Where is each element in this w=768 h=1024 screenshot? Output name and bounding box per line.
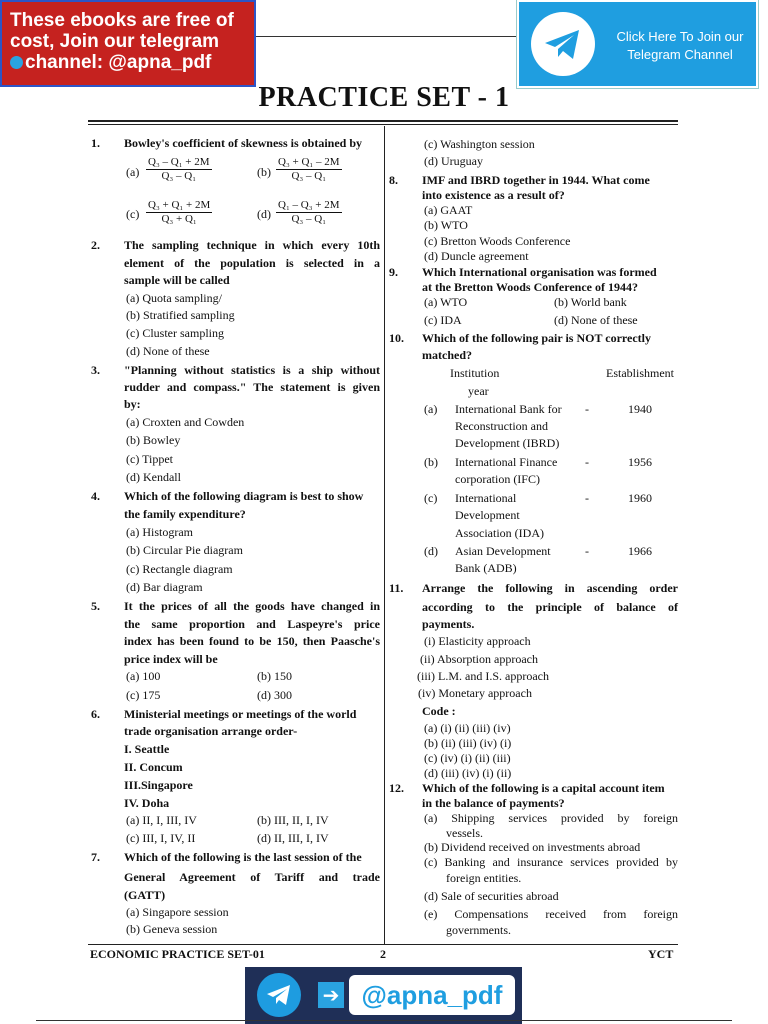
q10-row-c-option: (c) (424, 491, 438, 505)
q6-option-b: (b) III, II, I, IV (257, 813, 329, 827)
promo-banner[interactable] (0, 0, 256, 87)
q4-line-2: the family expenditure? (124, 507, 246, 521)
q10-row-d-dash: - (585, 544, 589, 558)
q2-line-2: element of the population is selected in a (124, 256, 380, 270)
q6-item-3: III.Singapore (124, 778, 193, 792)
bottom-telegram-banner[interactable] (245, 967, 522, 1024)
telegram-logo-icon (531, 12, 595, 76)
footer-left: ECONOMIC PRACTICE SET-01 (90, 947, 265, 961)
q9-option-a: (a) WTO (424, 295, 468, 309)
q8-option-b: (b) WTO (424, 218, 468, 232)
q9-number: 9. (389, 265, 398, 279)
q10-header-year: year (468, 384, 489, 398)
q2-line-3: sample will be called (124, 273, 230, 287)
q12-option-e-line-2: governments. (446, 923, 511, 937)
title-rule (88, 120, 678, 122)
q1-c-numerator: Q₃ + Q₁ + 2M (148, 199, 211, 211)
q4-option-c: (c) Rectangle diagram (126, 562, 233, 576)
telegram-handle: @apna_pdf (349, 975, 515, 1015)
q7-line-1: Which of the following is the last session of the (124, 850, 362, 864)
q10-row-b-line-2: corporation (IFC) (455, 472, 540, 486)
q10-row-a-line-2: Reconstruction and (455, 419, 548, 433)
q9-option-c: (c) IDA (424, 313, 462, 327)
page-title: PRACTICE SET - 1 (258, 82, 510, 113)
q8-line-1: IMF and IBRD together in 1944. What come (422, 173, 650, 187)
q11-item-4: (iv) Monetary approach (418, 686, 532, 700)
q1-option-c-label: (c) (126, 207, 140, 221)
join-line-1: Click Here To Join our (616, 29, 744, 44)
q6-option-d: (d) II, III, I, IV (257, 831, 329, 845)
q6-line-1: Ministerial meetings or meetings of the world (124, 707, 357, 721)
q2-option-d: (d) None of these (126, 344, 210, 358)
q12-line-1: Which of the following is a capital account item (422, 781, 665, 795)
header-divider (256, 36, 518, 37)
q5-option-a: (a) 100 (126, 669, 161, 683)
q1-option-c-fraction (146, 199, 212, 226)
q3-option-b: (b) Bowley (126, 433, 181, 447)
q8-option-a: (a) GAAT (424, 203, 473, 217)
footer-right: YCT (648, 947, 674, 961)
q1-option-d-label: (d) (257, 207, 271, 221)
q1-c-denominator: Q₃ + Q₁ (161, 213, 197, 225)
q2-number: 2. (91, 238, 100, 252)
q11-option-c: (c) (iv) (i) (ii) (iii) (424, 751, 511, 765)
q1-d-numerator: Q₁ – Q₃ + 2M (278, 199, 340, 211)
q9-line-1: Which International organisation was formed (422, 265, 657, 279)
q12-option-a-line-1: (a) Shipping services provided by foreign (424, 811, 678, 825)
q10-row-c-year: 1960 (628, 491, 652, 505)
q1-option-a-fraction (146, 156, 212, 183)
q11-item-3: (iii) L.M. and I.S. approach (417, 669, 549, 683)
q10-line-2: matched? (422, 348, 472, 362)
q7-option-c: (c) Washington session (424, 137, 535, 151)
q10-line-1: Which of the following pair is NOT correctly (422, 331, 651, 345)
q7-number: 7. (91, 850, 100, 864)
q5-line-4: price index will be (124, 652, 218, 666)
join-telegram-button[interactable] (517, 0, 758, 88)
q11-item-1: (i) Elasticity approach (424, 634, 531, 648)
footer-rule (88, 944, 678, 945)
q5-line-1: It the prices of all the goods have changed in (124, 599, 380, 613)
q11-line-1: Arrange the following in ascending order (422, 581, 678, 595)
q7-line-3: (GATT) (124, 888, 166, 902)
q8-number: 8. (389, 173, 398, 187)
bottom-rule (36, 1020, 732, 1021)
q1-b-denominator: Q₃ – Q₁ (291, 170, 327, 182)
q8-option-d: (d) Duncle agreement (424, 249, 529, 263)
q1-a-numerator: Q₃ – Q₁ + 2M (148, 156, 210, 168)
q3-option-c: (c) Tippet (126, 452, 174, 466)
q5-line-3: index has been found to be 150, then Paasche's (124, 634, 380, 648)
q1-option-d-fraction (276, 199, 342, 226)
q10-row-b-dash: - (585, 455, 589, 469)
q12-option-d: (d) Sale of securities abroad (424, 889, 559, 903)
q10-row-a-line-1: International Bank for (455, 402, 562, 416)
promo-line-3: channel: @apna_pdf (25, 52, 212, 73)
q10-row-a-dash: - (585, 402, 589, 416)
q5-option-b: (b) 150 (257, 669, 292, 683)
q4-number: 4. (91, 489, 100, 503)
q10-row-d-option: (d) (424, 544, 438, 558)
q7-option-d: (d) Uruguay (424, 154, 483, 168)
q12-option-c-line-2: foreign entities. (446, 871, 522, 885)
q5-number: 5. (91, 599, 100, 613)
q2-option-c: (c) Cluster sampling (126, 326, 224, 340)
q3-line-1: "Planning without statistics is a ship without (124, 363, 380, 377)
q2-line-1: The sampling technique in which every 10th (124, 238, 380, 252)
q3-option-d: (d) Kendall (126, 470, 181, 484)
q10-row-c-line-3: Association (IDA) (455, 526, 544, 540)
q10-header-establishment: Establishment (606, 366, 674, 380)
q1-option-b-fraction (276, 156, 342, 183)
q3-line-3: by: (124, 397, 141, 411)
q3-line-2: rudder and compass." The statement is given (124, 380, 380, 394)
q10-row-a-option: (a) (424, 402, 438, 416)
q5-line-2: the same proportion and Laspeyre's price (124, 617, 380, 631)
q1-a-denominator: Q₃ – Q₁ (161, 170, 197, 182)
q12-number: 12. (389, 781, 404, 795)
q6-item-4: IV. Doha (124, 796, 170, 810)
q12-option-a-line-2: vessels. (446, 826, 483, 840)
telegram-icon (257, 973, 301, 1017)
q11-line-2: according to the principle of balance of (422, 600, 678, 614)
q10-row-b-line-1: International Finance (455, 455, 558, 469)
q3-number: 3. (91, 363, 100, 377)
q7-option-a: (a) Singapore session (126, 905, 229, 919)
promo-line-2: cost, Join our telegram (10, 31, 220, 52)
join-text (601, 28, 759, 64)
q6-item-2: II. Concum (124, 760, 183, 774)
q5-option-c: (c) 175 (126, 688, 161, 702)
promo-line-3-wrap (10, 52, 248, 73)
q6-option-c: (c) III, I, IV, II (126, 831, 196, 845)
q1-b-numerator: Q₃ + Q₁ – 2M (278, 156, 340, 168)
q10-header-institution: Institution (450, 366, 500, 380)
q1-number: 1. (91, 136, 100, 150)
q9-line-2: at the Bretton Woods Conference of 1944? (422, 280, 638, 294)
q4-line-1: Which of the following diagram is best to show (124, 489, 364, 503)
q4-option-a: (a) Histogram (126, 525, 193, 539)
q9-option-b: (b) World bank (554, 295, 627, 309)
q5-option-d: (d) 300 (257, 688, 292, 702)
q10-row-d-year: 1966 (628, 544, 652, 558)
q4-option-b: (b) Circular Pie diagram (126, 543, 243, 557)
q7-line-2: General Agreement of Tariff and trade (124, 870, 380, 884)
q10-row-a-line-3: Development (IBRD) (455, 436, 560, 450)
q8-option-c: (c) Bretton Woods Conference (424, 234, 571, 248)
q6-option-a: (a) II, I, III, IV (126, 813, 197, 827)
q2-option-b: (b) Stratified sampling (126, 308, 235, 322)
promo-line-1: These ebooks are free of (10, 10, 234, 31)
q11-option-d: (d) (iii) (iv) (i) (ii) (424, 766, 512, 780)
q1-text: Bowley's coefficient of skewness is obtained by (124, 136, 362, 150)
q11-line-3: payments. (422, 617, 475, 631)
q12-option-b: (b) Dividend received on investments abroad (424, 840, 641, 854)
q8-line-2: into existence as a result of? (422, 188, 565, 202)
q3-option-a: (a) Croxten and Cowden (126, 415, 245, 429)
arrow-right-icon: ➔ (318, 982, 344, 1008)
q6-number: 6. (91, 707, 100, 721)
title-rule-thin (88, 124, 678, 125)
footer-page-number: 2 (380, 947, 386, 961)
q10-row-d-line-1: Asian Development (455, 544, 551, 558)
q10-row-a-year: 1940 (628, 402, 652, 416)
q11-option-a: (a) (i) (ii) (iii) (iv) (424, 721, 511, 735)
q6-item-1: I. Seattle (124, 742, 170, 756)
q7-option-b: (b) Geneva session (126, 922, 218, 936)
q11-item-2: (ii) Absorption approach (420, 652, 538, 666)
q10-row-d-line-2: Bank (ADB) (455, 561, 517, 575)
q12-line-2: in the balance of payments? (422, 796, 565, 810)
q1-d-denominator: Q₃ – Q₁ (291, 213, 327, 225)
q9-option-d: (d) None of these (554, 313, 638, 327)
q10-row-c-dash: - (585, 491, 589, 505)
telegram-icon (10, 56, 23, 69)
q10-row-b-option: (b) (424, 455, 438, 469)
q4-option-d: (d) Bar diagram (126, 580, 203, 594)
q10-row-c-line-2: Development (455, 508, 520, 522)
q12-option-c-line-1: (c) Banking and insurance services provided by (424, 855, 678, 869)
q12-option-e-line-1: (e) Compensations received from foreign (424, 907, 678, 921)
q11-code-label: Code : (422, 704, 456, 718)
join-line-2: Telegram Channel (627, 47, 733, 62)
q11-option-b: (b) (ii) (iii) (iv) (i) (424, 736, 512, 750)
q10-number: 10. (389, 331, 404, 345)
q10-row-c-line-1: International (455, 491, 517, 505)
q1-option-b-label: (b) (257, 165, 271, 179)
q11-number: 11. (389, 581, 404, 595)
q1-option-a-label: (a) (126, 165, 140, 179)
q10-row-b-year: 1956 (628, 455, 652, 469)
q2-option-a: (a) Quota sampling/ (126, 291, 222, 305)
q6-line-2: trade organisation arrange order- (124, 724, 298, 738)
column-divider (384, 126, 385, 944)
